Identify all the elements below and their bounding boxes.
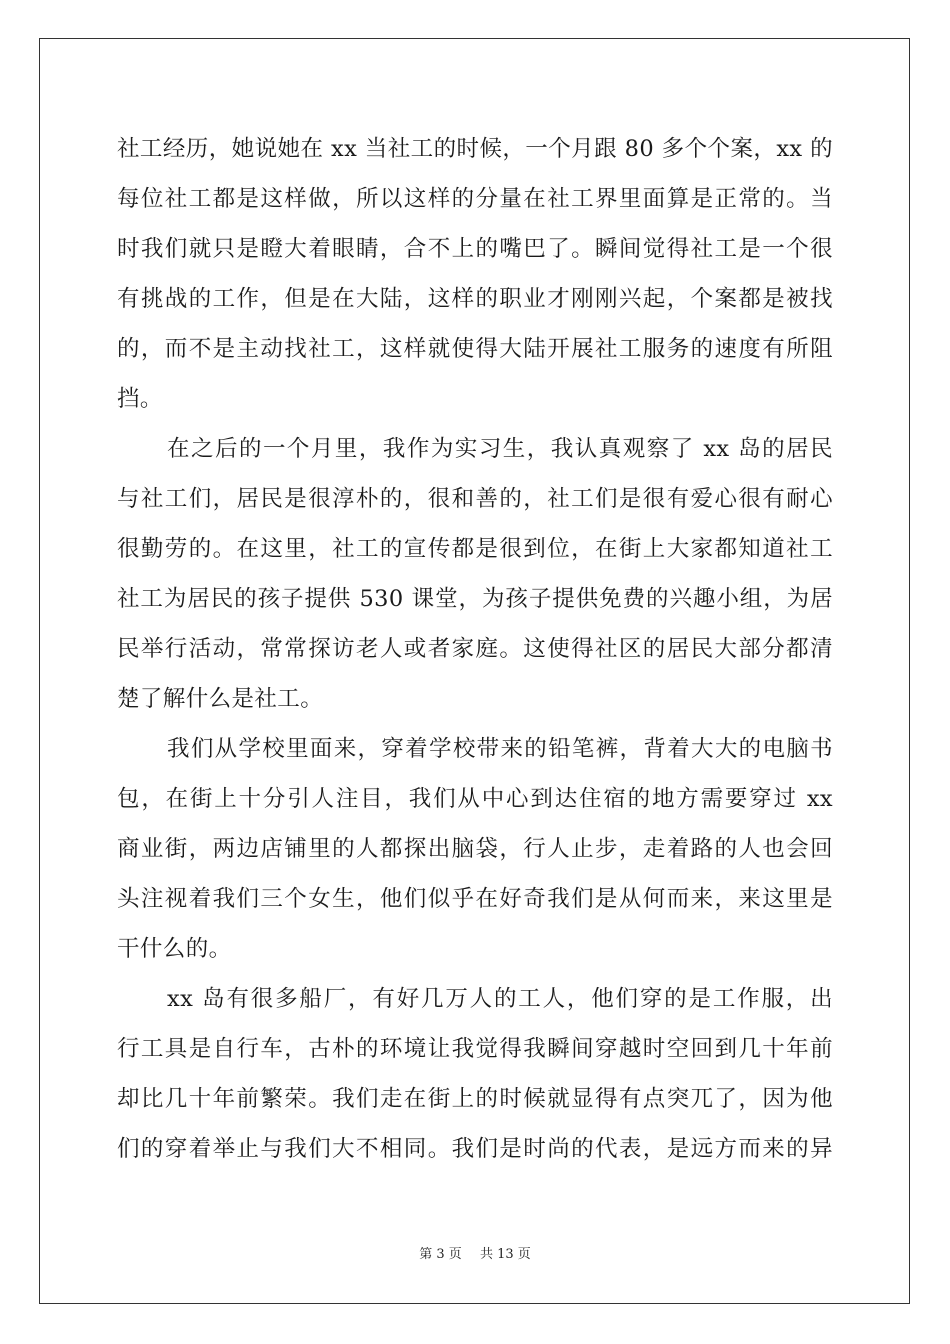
text-line: 我们从学校里面来，穿着学校带来的铅笔裤，背着大大的电脑书 — [167, 736, 833, 762]
text-line: 干什么的。 — [117, 936, 232, 962]
text-line: 在之后的一个月里，我作为实习生，我认真观察了 xx 岛的居民 — [167, 436, 833, 462]
text-line: 社工为居民的孩子提供 530 课堂，为孩子提供免费的兴趣小组，为居 — [117, 586, 833, 612]
paragraph — [117, 974, 833, 1174]
text-line: 行工具是自行车，古朴的环境让我觉得我瞬间穿越时空回到几十年前 — [117, 1036, 833, 1062]
text-line: xx 岛有很多船厂，有好几万人的工人，他们穿的是工作服，出 — [167, 986, 833, 1012]
text-line: 与社工们，居民是很淳朴的，很和善的，社工们是很有爱心很有耐心 — [117, 486, 833, 512]
document-body — [117, 124, 833, 1174]
text-line: 很勤劳的。在这里，社工的宣传都是很到位，在街上大家都知道社工 — [117, 536, 833, 562]
text-line: 却比几十年前繁荣。我们走在街上的时候就显得有点突兀了，因为他 — [117, 1086, 833, 1112]
page-number: 第 3 页 — [419, 1247, 462, 1262]
text-line: 社工经历，她说她在 xx 当社工的时候，一个月跟 80 多个个案，xx 的 — [117, 136, 833, 162]
paragraph — [117, 724, 833, 974]
text-line: 每位社工都是这样做，所以这样的分量在社工界里面算是正常的。当 — [117, 186, 833, 212]
text-line: 们的穿着举止与我们大不相同。我们是时尚的代表，是远方而来的异 — [117, 1136, 833, 1162]
page-footer — [0, 1245, 950, 1265]
text-line: 有挑战的工作，但是在大陆，这样的职业才刚刚兴起，个案都是被找 — [117, 286, 833, 312]
text-line: 楚了解什么是社工。 — [117, 686, 324, 712]
total-pages: 共 13 页 — [479, 1247, 531, 1262]
paragraph — [117, 124, 833, 424]
paragraph — [117, 424, 833, 724]
text-line: 头注视着我们三个女生，他们似乎在好奇我们是从何而来，来这里是 — [117, 886, 833, 912]
text-line: 民举行活动，常常探访老人或者家庭。这使得社区的居民大部分都清 — [117, 636, 833, 662]
text-line: 商业街，两边店铺里的人都探出脑袋，行人止步，走着路的人也会回 — [117, 836, 833, 862]
text-line: 挡。 — [117, 386, 163, 412]
text-line: 时我们就只是瞪大着眼睛，合不上的嘴巴了。瞬间觉得社工是一个很 — [117, 236, 833, 262]
text-line: 的，而不是主动找社工，这样就使得大陆开展社工服务的速度有所阻 — [117, 336, 833, 362]
text-line: 包，在街上十分引人注目，我们从中心到达住宿的地方需要穿过 xx — [117, 786, 833, 812]
